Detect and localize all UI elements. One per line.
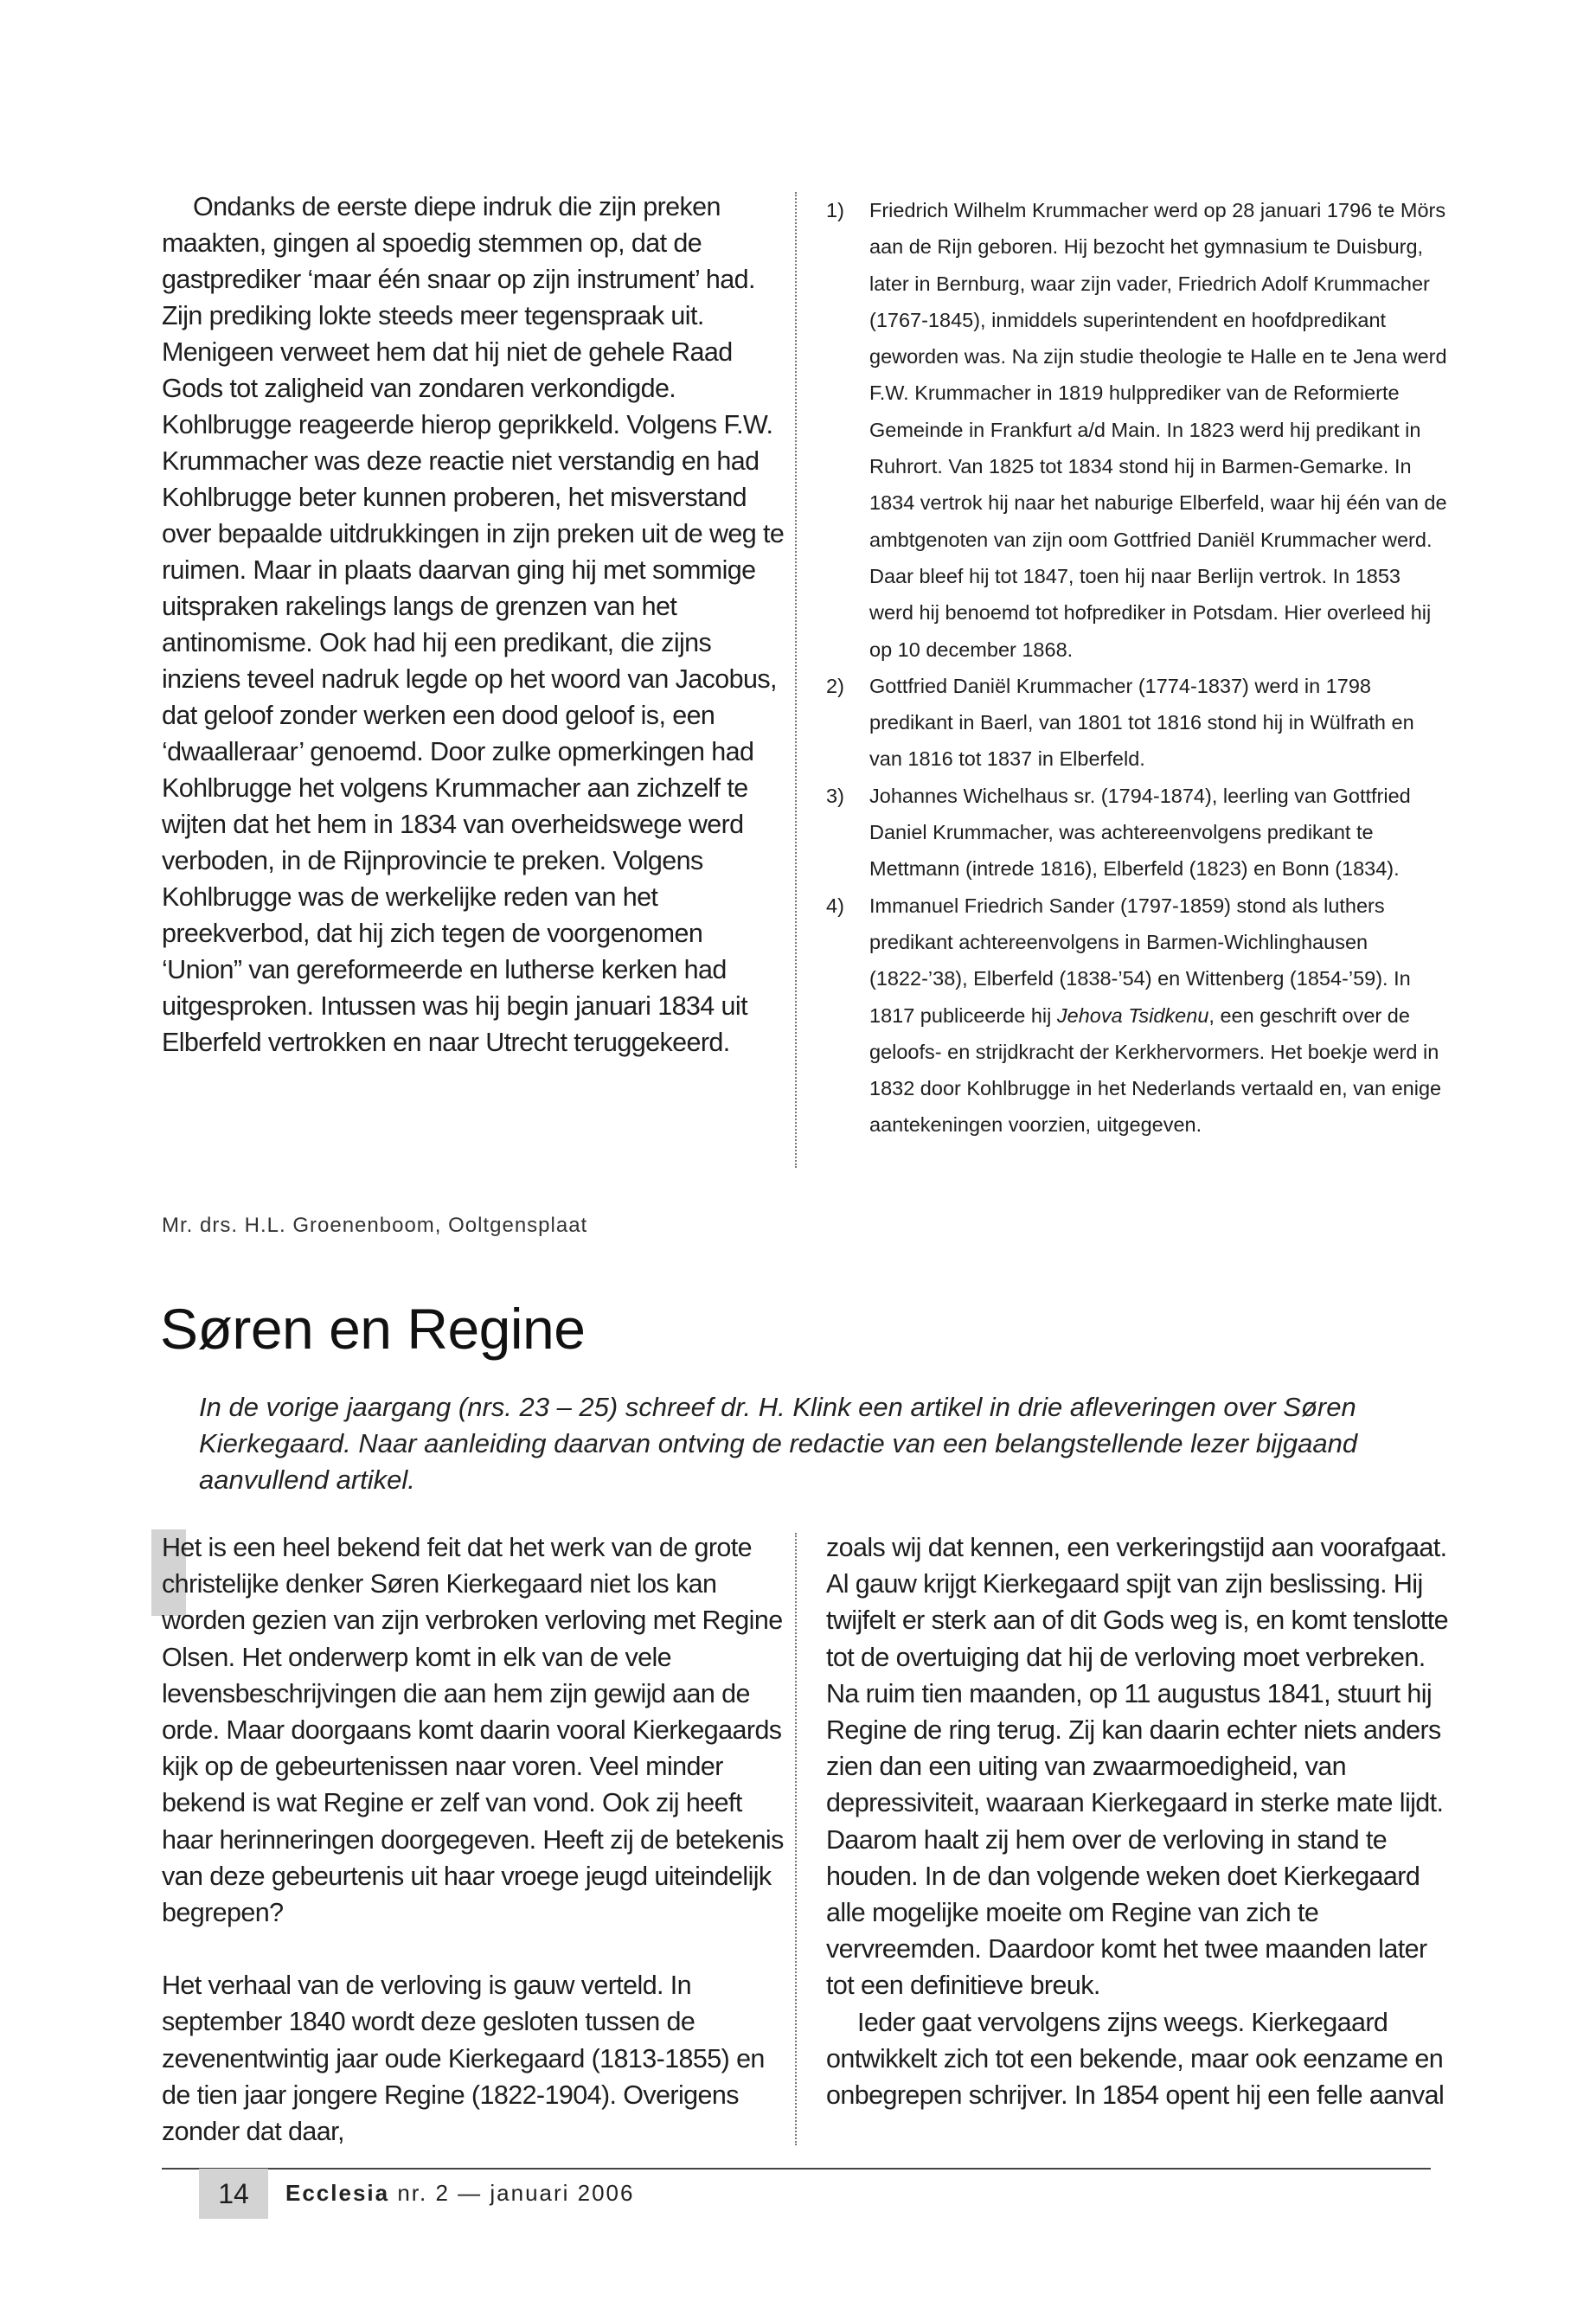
page-number: 14: [199, 2169, 268, 2219]
footnote-text: Friedrich Wilhelm Krummacher werd op 28 januari 1796 te Mörs aan de Rijn geboren. Hij bezocht het gymnasium te Duisburg, later in Bernburg, waar zijn vader, Friedrich Adolf Krummacher (1767-1845), inmiddels superintendent en hoofdpredikant geworden was. Na zijn studie theologie te Halle en te Jena werd F.W. Krummacher in 1819 hulpprediker van de Reformierte Gemeinde in Frankfurt a/d Main. In 1823 werd hij predikant in Ruhrort. Van 1825 tot 1834 stond hij in Barmen-Gemarke. In 1834 vertrok hij naar het naburige Elberfeld, waar hij één van de ambtgenoten van zijn oom Gottfried Daniël Krummacher werd. Daar bleef hij tot 1847, toen hij naar Berlijn vertrok. In 1853 werd hij benoemd tot hofprediker in Potsdam. Hier overleed hij op 10 december 1868.: [869, 199, 1447, 661]
footnote-number: 2): [826, 674, 844, 697]
footnote-text-part: Immanuel Friedrich Sander (1797-1859) stond als luthers predikant achtereenvolgens in Barmen-Wichlinghausen (1822-’38), Elberfeld (1838-’54) en Wittenberg (1854-’59). In 1817 publiceerde hij: [869, 894, 1411, 1027]
book-title: Jehova Tsidkenu: [1056, 1003, 1209, 1027]
footnote-item: [826, 192, 1449, 668]
footnote-number: 1): [826, 199, 844, 221]
column-divider: [795, 192, 797, 1168]
footnote-text: [869, 888, 1449, 1144]
footnotes: [826, 192, 1449, 1144]
footnote-number: 3): [826, 784, 844, 807]
body-paragraph: Ieder gaat vervolgens zijns weegs. Kierkegaard ontwikkelt zich tot een bekende, maar ook eenzame en onbegrepen schrijver. In 1854 opent hij een felle aanval: [826, 2007, 1445, 2111]
bottom-right-column: [826, 1529, 1449, 2113]
footnote-number: 4): [826, 894, 844, 917]
author-line: Mr. drs. H.L. Groenenboom, Ooltgensplaat: [162, 1214, 588, 1237]
footnote-item: [826, 888, 1449, 1144]
footnote-text: Johannes Wichelhaus sr. (1794-1874), leerling van Gottfried Daniel Krummacher, was achtereenvolgens predikant te Mettmann (intrede 1816), Elberfeld (1823) en Bonn (1834).: [869, 784, 1411, 881]
body-paragraph: Ondanks de eerste diepe indruk die zijn preken maakten, gingen al spoedig stemmen op, dat de gastprediker ‘maar één snaar op zijn instrument’ had. Zijn prediking lokte steeds meer tegenspraak uit. Menigeen verweet hem dat hij niet de gehele Raad Gods tot zaligheid van zondaren verkondigde. Kohlbrugge reageerde hierop geprikkeld. Volgens F.W. Krummacher was deze reactie niet verstandig en had Kohlbrugge beter kunnen proberen, het misverstand over bepaalde uitdrukkingen in zijn preken uit de weg te ruimen. Maar in plaats daarvan ging hij met sommige uitspraken rakelings langs de grenzen van het antinomisme. Ook had hij een predikant, die zijns inziens teveel nadruk legde op het woord van Jacobus, dat geloof zonder werken een dood geloof is, een ‘dwaalleraar’ genoemd. Door zulke opmerkingen had Kohlbrugge het volgens Krummacher aan zichzelf te wijten dat het hem in 1834 van overheidswege werd verboden, in de Rijnprovincie te preken. Volgens Kohlbrugge was de werkelijke reden van het preekverbod, dat hij zich tegen de voorgenomen ‘Union” van gereformeerde en lutherse kerken had uitgesproken. Intussen was hij begin januari 1834 uit Elberfeld vertrokken en naar Utrecht teruggekeerd.: [162, 192, 785, 1057]
article-title: Søren en Regine: [160, 1297, 586, 1361]
bottom-left-column: [162, 1529, 785, 2150]
column-divider: [795, 1533, 797, 2145]
body-paragraph: Het is een heel bekend feit dat het werk van de grote christelijke denker Søren Kierkegaard niet los kan worden gezien van zijn verbroken verloving met Regine Olsen. Het onderwerp komt in elk van de vele levensbeschrijvingen die aan hem zijn gewijd aan de orde. Maar doorgaans komt daarin vooral Kierkegaards kijk op de gebeurtenissen naar voren. Veel minder bekend is wat Regine er zelf van vond. Ook zij heeft haar herinneringen doorgegeven. Heeft zij de betekenis van deze gebeurtenis uit haar vroege jeugd uiteindelijk begrepen?: [162, 1533, 784, 1928]
footer-journal: [285, 2180, 634, 2207]
footnote-item: [826, 778, 1449, 888]
article-intro: In de vorige jaargang (nrs. 23 – 25) schreef dr. H. Klink een artikel in drie afleveringen over Søren Kierkegaard. Naar aanleiding daarvan ontving de redactie van een belangstellende lezer bijgaand aanvullend artikel.: [199, 1392, 1358, 1495]
top-left-column: [162, 189, 785, 1061]
body-paragraph: Het verhaal van de verloving is gauw verteld. In september 1840 wordt deze gesloten tussen de zevenentwintig jaar oude Kierkegaard (1813-1855) en de tien jaar jongere Regine (1822-1904). Overigens zonder dat daar,: [162, 1971, 765, 2147]
footnote-text-part: , een geschrift over de geloofs- en strijdkracht der Kerkhervormers. Het boekje werd in 1832 door Kohlbrugge in het Nederlands vertaald en, van enige aantekeningen voorzien, uitgegeven.: [869, 1003, 1442, 1137]
footer-rule: [162, 2168, 1431, 2170]
footnote-item: [826, 668, 1449, 778]
footnote-text: Gottfried Daniël Krummacher (1774-1837) werd in 1798 predikant in Baerl, van 1801 tot 1816 stond hij in Wülfrath en van 1816 tot 1837 in Elberfeld.: [869, 674, 1414, 771]
journal-name: Ecclesia: [285, 2180, 390, 2206]
body-paragraph: zoals wij dat kennen, een verkeringstijd aan voorafgaat. Al gauw krijgt Kierkegaard spijt van zijn beslissing. Hij twijfelt er sterk aan of dit Gods weg is, en komt tenslotte tot de overtuiging dat hij de verloving moet verbreken. Na ruim tien maanden, op 11 augustus 1841, stuurt hij Regine de ring terug. Zij kan daarin echter niets anders zien dan een uiting van zwaarmoedigheid, van depressiviteit, waaraan Kierkegaard in sterke mate lijdt. Daarom haalt zij hem over de verloving in stand te houden. In de dan volgende weken doet Kierkegaard alle mogelijke moeite om Regine van zich te vervreemden. Daardoor komt het twee maanden later tot een definitieve breuk.: [826, 1533, 1448, 2001]
journal-issue: nr. 2 — januari 2006: [397, 2180, 635, 2206]
